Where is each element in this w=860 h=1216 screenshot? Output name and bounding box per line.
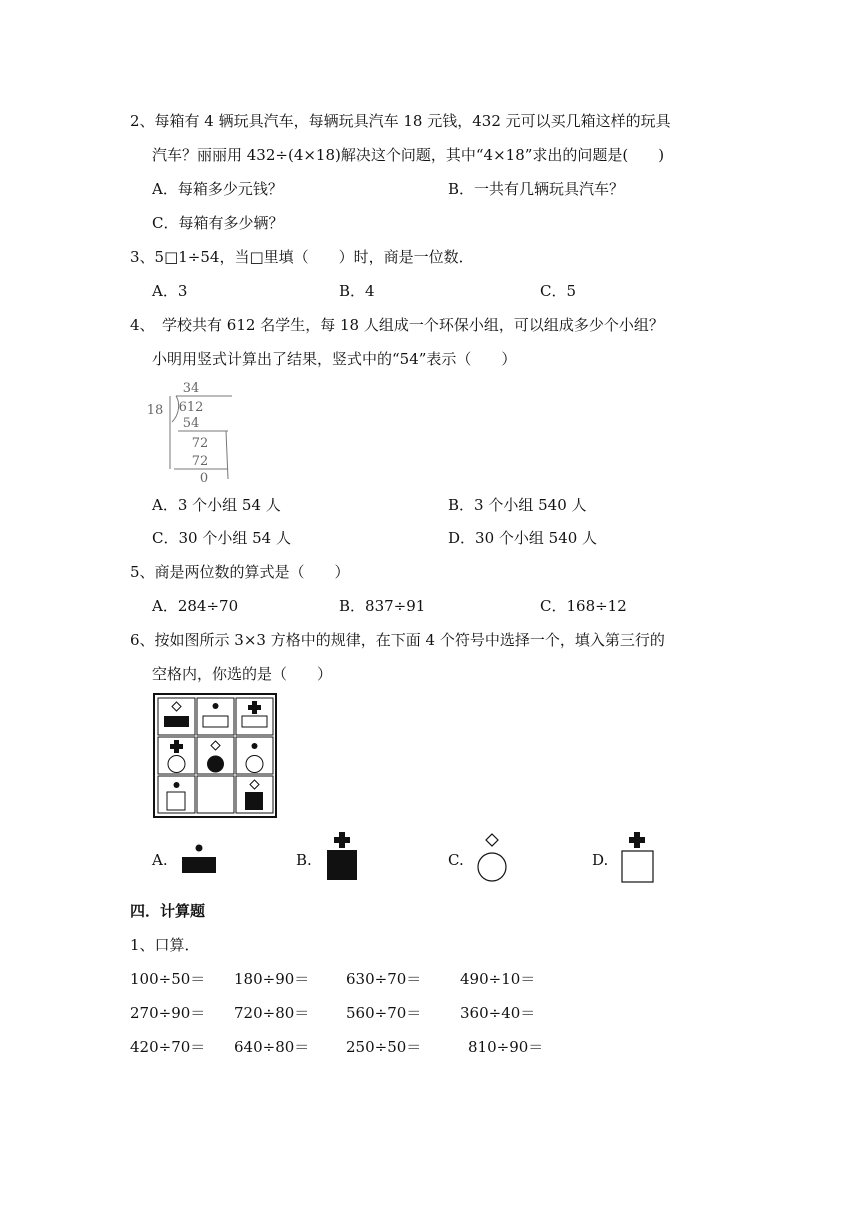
q3-option-b: B．4: [339, 282, 375, 300]
q3-option-a: A．3: [152, 282, 188, 300]
q2-option-b: B．一共有几辆玩具汽车？: [448, 180, 625, 198]
q4-option-a: A．3 个小组 54 人: [152, 496, 281, 514]
division-dividend: 612: [178, 400, 204, 415]
division-remainder: 0: [199, 471, 209, 486]
calc-row-3-item-4: 810÷90＝: [468, 1038, 544, 1056]
pattern-grid: [150, 690, 280, 820]
q4-line2: 小明用竖式计算出了结果，竖式中的“54”表示（ ）: [152, 350, 517, 368]
q2-option-a: A．每箱多少元钱？: [152, 180, 283, 198]
cell-2-2: [207, 741, 224, 773]
q2-option-c: C．每箱有多少辆？: [152, 214, 284, 232]
cell-2-1: [168, 740, 185, 773]
q4-option-d: D．30 个小组 540 人: [448, 529, 598, 547]
calc-row-3-item-2: 640÷80＝: [234, 1038, 310, 1056]
division-step1: 54: [182, 416, 200, 431]
q2-line1: 2、每箱有 4 辆玩具汽车，每辆玩具汽车 18 元钱，432 元可以买几箱这样的玩具: [130, 112, 671, 130]
cell-3-1: [167, 782, 185, 810]
calc-row-2-item-1: 270÷90＝: [130, 1004, 206, 1022]
q5-option-c: C．168÷12: [540, 597, 627, 615]
calc-row-2-item-4: 360÷40＝: [460, 1004, 536, 1022]
q6-option-b-symbol: [322, 830, 362, 885]
cell-1-3: [242, 701, 267, 727]
calc-row-3-item-3: 250÷50＝: [346, 1038, 422, 1056]
calc-row-1-item-4: 490÷10＝: [460, 970, 536, 988]
q6-option-a-label: A.: [152, 851, 168, 869]
q3-line1: 3、5□1÷54，当□里填（ ）时，商是一位数．: [130, 248, 474, 266]
q4-line1: 4、 学校共有 612 名学生，每 18 人组成一个环保小组，可以组成多少个小组？: [130, 316, 664, 334]
cell-3-3: [245, 780, 263, 810]
q3-option-c: C．5: [540, 282, 577, 300]
calc-row-1-item-1: 100÷50＝: [130, 970, 206, 988]
calc-row-1-item-2: 180÷90＝: [234, 970, 310, 988]
division-step3: 72: [191, 454, 209, 469]
calc-row-2-item-3: 560÷70＝: [346, 1004, 422, 1022]
q6-option-d-label: D.: [592, 851, 609, 869]
q4-option-b: B．3 个小组 540 人: [448, 496, 587, 514]
q6-option-b-label: B.: [296, 851, 312, 869]
long-division-figure: [140, 374, 240, 486]
q6-line1: 6、按如图所示 3×3 方格中的规律，在下面 4 个符号中选择一个，填入第三行的: [130, 631, 665, 649]
q4-option-c: C．30 个小组 54 人: [152, 529, 291, 547]
division-quotient: 34: [182, 381, 200, 396]
q6-option-d-symbol: [618, 830, 658, 886]
cell-1-2: [203, 703, 228, 727]
section-4-q1-title: 1、口算．: [130, 936, 200, 954]
q5-option-a: A．284÷70: [152, 597, 239, 615]
section-4-title: 四．计算题: [130, 902, 206, 920]
q6-line2: 空格内，你选的是（ ）: [152, 665, 333, 683]
cell-2-3: [246, 743, 263, 773]
q5-option-b: B．837÷91: [339, 597, 426, 615]
calc-row-3-item-1: 420÷70＝: [130, 1038, 206, 1056]
cell-1-1: [164, 702, 189, 727]
q6-option-c-symbol: [472, 832, 512, 886]
division-divisor: 18: [146, 403, 164, 418]
calc-row-1-item-3: 630÷70＝: [346, 970, 422, 988]
q5-line1: 5、商是两位数的算式是（ ）: [130, 563, 350, 581]
division-step2: 72: [191, 436, 209, 451]
q6-option-a-symbol: [180, 842, 220, 880]
calc-row-2-item-2: 720÷80＝: [234, 1004, 310, 1022]
q2-line2: 汽车？丽丽用 432÷(4×18)解决这个问题，其中“4×18”求出的问题是( ): [152, 146, 665, 164]
q6-option-c-label: C.: [448, 851, 464, 869]
